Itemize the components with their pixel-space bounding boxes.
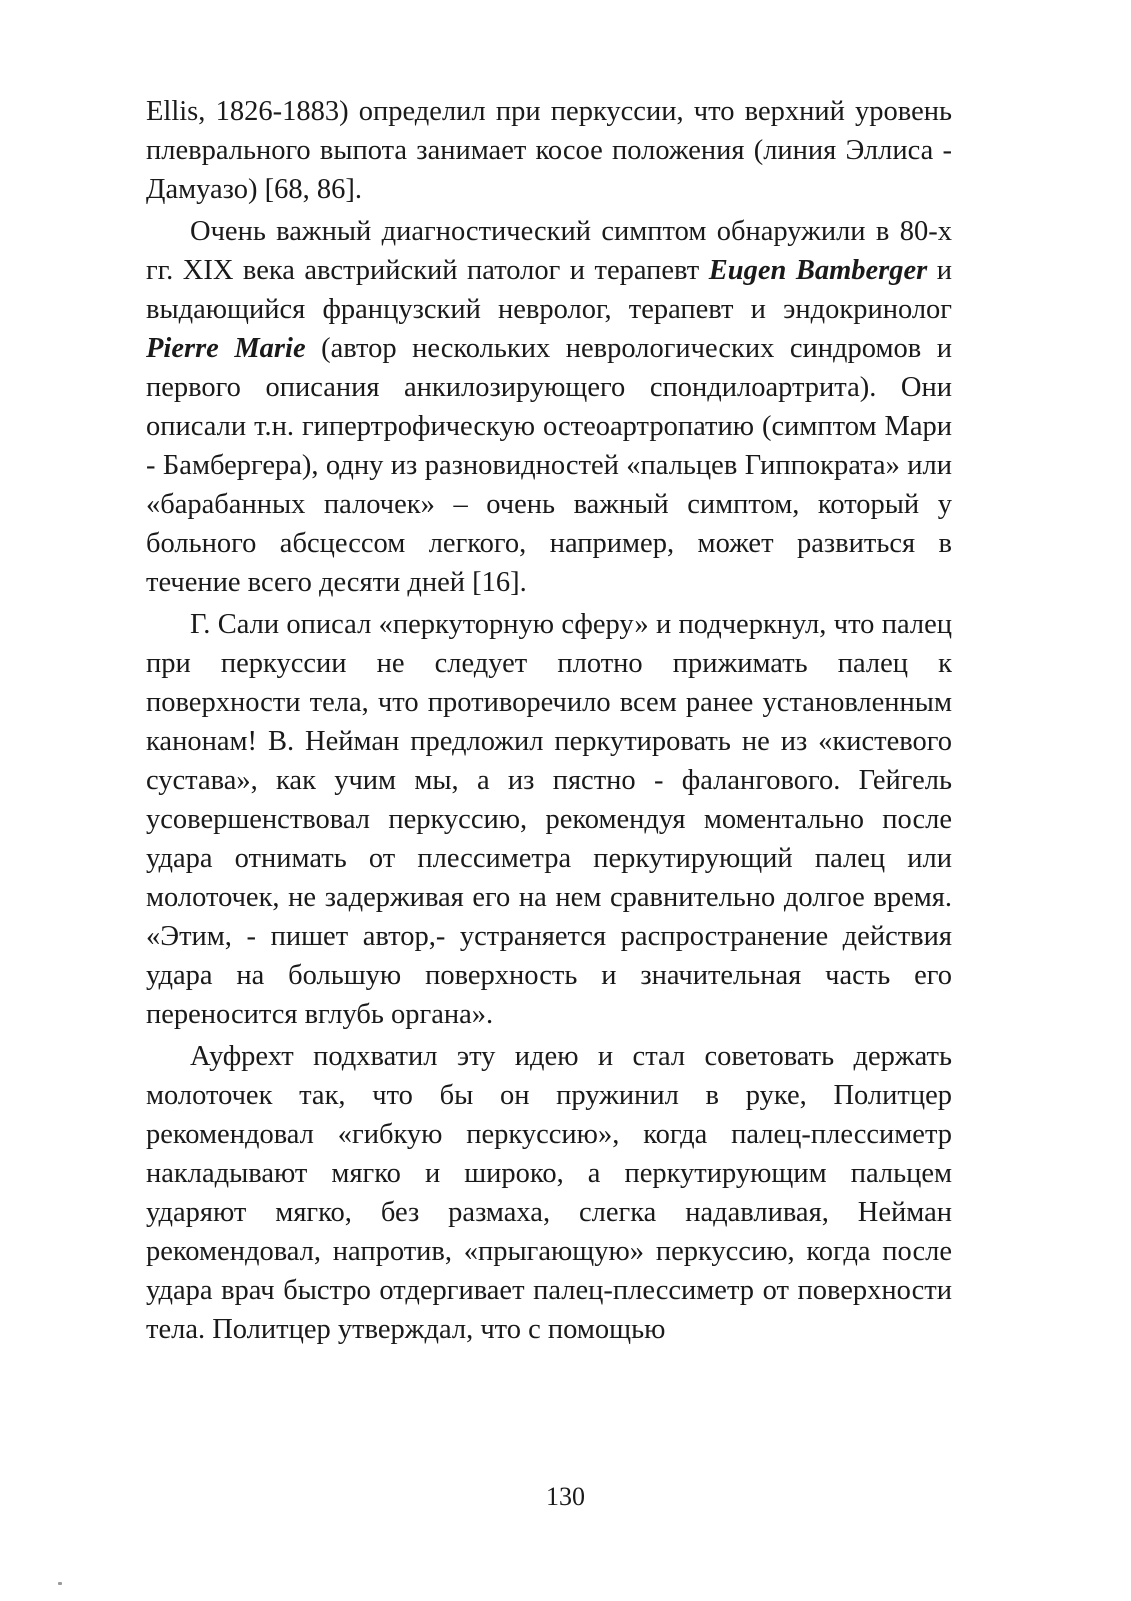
paragraph-1-text: Ellis, 1826-1883) определил при перкуссии, что верхний уровень плеврального выпота занимает косое положения (линия Эллиса - Дамуазо) [68, 86]. — [146, 96, 952, 205]
paragraph-3 — [146, 605, 952, 1034]
page-number: 130 — [546, 1482, 585, 1511]
paragraph-2-text-a: Очень важный диагностический симптом обнаружили в 80-х гг. XIX века австрийский патолог и терапевт — [146, 216, 952, 286]
paragraph-2 — [146, 212, 952, 602]
paragraph-3-text: Г. Сали описал «перкуторную сферу» и подчеркнул, что палец при перкуссии не следует плотно прижимать палец к поверхности тела, что противоречило всем ранее установленным канонам! В. Нейман предложил перкутировать не из «кистевого сустава», как учим мы, а из пястно - фалангового. Гейгель усовершенствовал перкуссию, рекомендуя моментально после удара отнимать от плессиметра перкутирующий палец или молоточек, не задерживая его на нем сравнительно долгое время. «Этим, - пишет автор,- устраняется распространение действия удара на большую поверхность и значительная часть его переносится вглубь органа». — [146, 609, 952, 1030]
body-text — [146, 92, 952, 1349]
author-name-bamberger: Eugen Bamberger — [708, 255, 928, 286]
paragraph-2-text-b: и выдающийся французский невролог, терапевт и эндокринолог — [146, 255, 953, 325]
paragraph-4-text: Ауфрехт подхватил эту идею и стал советовать держать молоточек так, что бы он пружинил в руке, Политцер рекомендовал «гибкую перкуссию», когда палец-плессиметр накладывают мягко и широко, а перкутирующим пальцем ударяют мягко, без размаха, слегка надавливая, Нейман рекомендовал, напротив, «прыгающую» перкуссию, когда после удара врач быстро отдергивает палец-плессиметр от поверхности тела. Политцер утверждал, что с помощью — [146, 1041, 952, 1345]
paragraph-2-text-c: (автор нескольких неврологических синдромов и первого описания анкилозирующего спондилоартрита). Они описали т.н. гипертрофическую остеоартропатию (симптом Мари - Бамбергера), одну из разновидностей «пальцев Гиппократа» или «барабанных палочек» – очень важный симптом, который у больного абсцессом легкого, например, может развиться в течение всего десяти дней [16]. — [146, 333, 952, 598]
author-name-marie: Pierre Marie — [146, 333, 306, 364]
paragraph-4 — [146, 1037, 952, 1349]
paragraph-1 — [146, 92, 952, 209]
scan-speck — [58, 1582, 62, 1585]
